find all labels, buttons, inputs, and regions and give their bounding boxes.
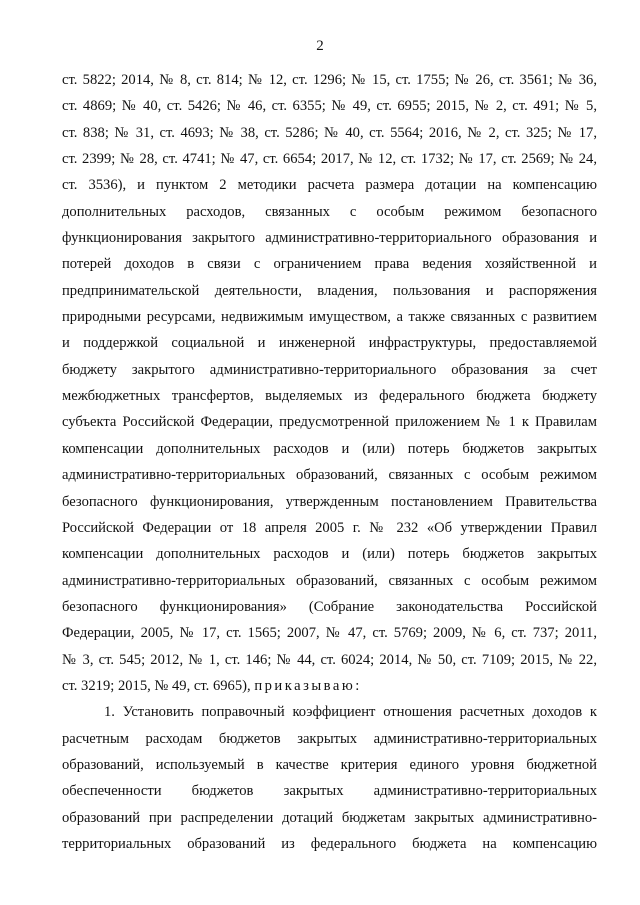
- text-line: административно-территориальных образований, связанных с особым режимом: [62, 572, 597, 589]
- text-line: и поддержкой социальной и инженерной инфраструктуры, предоставляемой: [62, 335, 597, 352]
- text-line: функционирования закрытого административно-территориального образования и: [62, 230, 597, 247]
- text-line: компенсации дополнительных расходов и (или) потерь бюджетов закрытых: [62, 440, 597, 457]
- text-line: дополнительных расходов, связанных с особым режимом безопасного: [62, 203, 597, 220]
- text-line: компенсации дополнительных расходов и (или) потерь бюджетов закрытых: [62, 546, 597, 563]
- page-number: 2: [316, 38, 324, 54]
- text-line: субъекта Российской Федерации, предусмотренной приложением № 1 к Правилам: [62, 414, 597, 431]
- paragraph-1-line: расчетным расходам бюджетов закрытых административно-территориальных: [62, 730, 597, 747]
- paragraph-1-line: обеспеченности бюджетов закрытых административно-территориальных: [62, 783, 597, 800]
- text-line: безопасного функционирования, утвержденным постановлением Правительства: [62, 493, 597, 510]
- paragraph-1-line: образований, используемый в качестве критерия единого уровня бюджетной: [62, 756, 597, 773]
- text-line: ст. 2399; № 28, ст. 4741; № 47, ст. 6654; 2017, № 12, ст. 1732; № 17, ст. 2569; № 24,: [62, 151, 597, 168]
- order-line: [62, 673, 597, 699]
- order-line-prefix: ст. 3219; 2015, № 49, ст. 6965),: [62, 677, 251, 694]
- paragraph-1-line: территориальных образований из федерального бюджета на компенсацию: [62, 835, 597, 852]
- text-line: ст. 838; № 31, ст. 4693; № 38, ст. 5286; № 40, ст. 5564; 2016, № 2, ст. 325; № 17,: [62, 124, 597, 141]
- paragraph-1-line: 1. Установить поправочный коэффициент отношения расчетных доходов к: [104, 704, 597, 721]
- text-line: Федерации, 2005, № 17, ст. 1565; 2007, № 47, ст. 5769; 2009, № 6, ст. 737; 2011,: [62, 625, 597, 642]
- text-line: природными ресурсами, недвижимым имуществом, а также связанных с развитием: [62, 309, 597, 326]
- document-body: [62, 67, 597, 857]
- text-line: ст. 4869; № 40, ст. 5426; № 46, ст. 6355; № 49, ст. 6955; 2015, № 2, ст. 491; № 5,: [62, 98, 597, 115]
- text-line: административно-территориальных образований, связанных с особым режимом: [62, 467, 597, 484]
- text-line: бюджету закрытого административно-территориального образования за счет: [62, 361, 597, 378]
- text-line: потерей доходов в связи с ограничением права ведения хозяйственной и: [62, 256, 597, 273]
- order-keyword: приказываю:: [254, 677, 362, 694]
- text-line: № 3, ст. 545; 2012, № 1, ст. 146; № 44, ст. 6024; 2014, № 50, ст. 7109; 2015, № 22,: [62, 651, 597, 668]
- text-line: межбюджетных трансфертов, выделяемых из федерального бюджета бюджету: [62, 388, 597, 405]
- text-line: Российской Федерации от 18 апреля 2005 г. № 232 «Об утверждении Правил: [62, 519, 597, 536]
- text-line: ст. 3536), и пунктом 2 методики расчета размера дотации на компенсацию: [62, 177, 597, 194]
- text-line: безопасного функционирования» (Собрание законодательства Российской: [62, 598, 597, 615]
- text-line: предпринимательской деятельности, владения, пользования и распоряжения: [62, 282, 597, 299]
- paragraph-1-line: образований при распределении дотаций бюджетам закрытых административно-: [62, 809, 597, 826]
- text-line: ст. 5822; 2014, № 8, ст. 814; № 12, ст. 1296; № 15, ст. 1755; № 26, ст. 3561; № 36,: [62, 72, 597, 88]
